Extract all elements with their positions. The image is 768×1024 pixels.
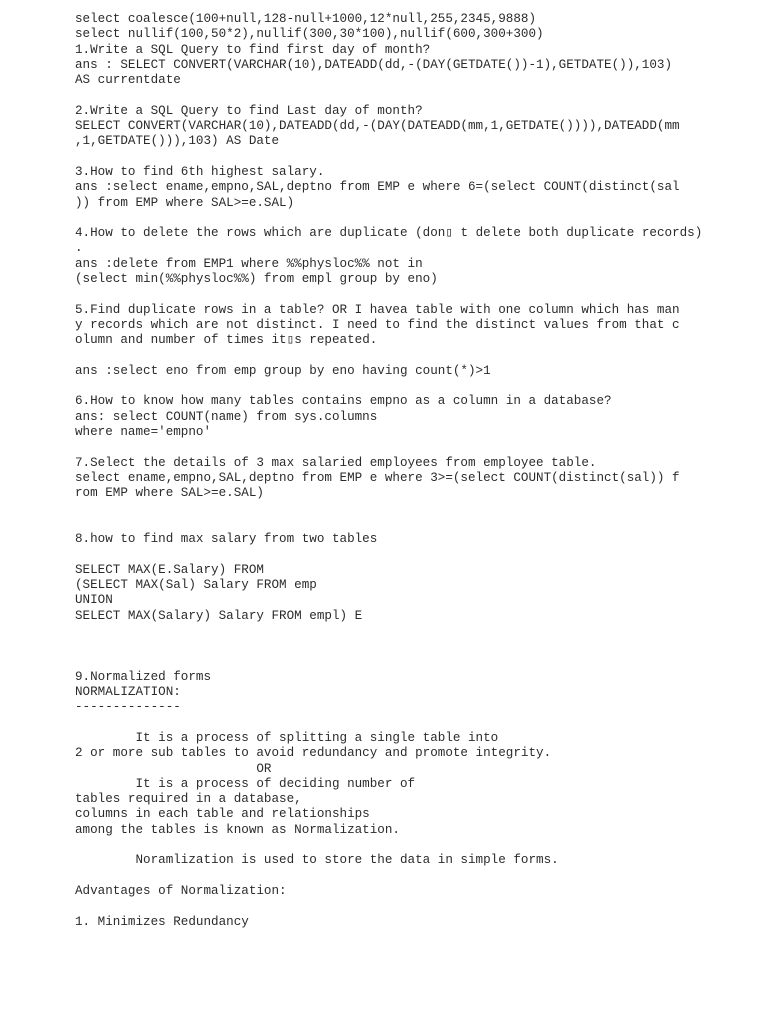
text-line: (SELECT MAX(Sal) Salary FROM emp: [75, 577, 317, 592]
text-line: [75, 440, 755, 455]
text-line: It is a process of splitting a single table into: [75, 730, 499, 745]
text-line: [75, 899, 755, 914]
text-line: AS currentdate: [75, 73, 181, 88]
text-line: 9.Normalized forms: [75, 669, 212, 684]
text-line: .: [75, 241, 83, 256]
text-line: select nullif(100,50*2),nullif(300,30*100),nullif(600,300+300): [75, 27, 544, 42]
text-line: Noramlization is used to store the data in simple forms.: [75, 853, 559, 868]
text-line: select coalesce(100+null,128-null+1000,12*null,255,2345,9888): [75, 12, 537, 26]
text-line: UNION: [75, 593, 113, 608]
text-line: [75, 349, 755, 364]
text-line: 2.Write a SQL Query to find Last day of month?: [75, 103, 423, 118]
text-line: Advantages of Normalization:: [75, 883, 287, 898]
text-line: [75, 869, 755, 884]
text-line: OR: [75, 761, 272, 776]
text-line: tables required in a database,: [75, 792, 302, 807]
text-line: 4.How to delete the rows which are duplicate (don▯ t delete both duplicate records): [75, 226, 703, 241]
text-line: ans :select ename,empno,SAL,deptno from EMP e where 6=(select COUNT(distinct(sal: [75, 180, 680, 195]
text-line: where name='empno': [75, 425, 212, 440]
text-line: [75, 502, 755, 517]
text-line: columns in each table and relationships: [75, 807, 370, 822]
text-line: [75, 624, 755, 639]
text-line: ans :delete from EMP1 where %%physloc%% not in: [75, 256, 423, 271]
text-line: 7.Select the details of 3 max salaried employees from employee table.: [75, 455, 597, 470]
text-line: [75, 287, 755, 302]
text-line: ,1,GETDATE())),103) AS Date: [75, 134, 280, 149]
text-line: 1.Write a SQL Query to find first day of month?: [75, 42, 431, 57]
text-line: ans: select COUNT(name) from sys.columns: [75, 409, 378, 424]
text-line: SELECT CONVERT(VARCHAR(10),DATEADD(dd,-(DAY(DATEADD(mm,1,GETDATE()))),DATEADD(mm: [75, 119, 680, 134]
text-line: [75, 88, 755, 103]
text-line: [75, 639, 755, 654]
text-line: [75, 211, 755, 226]
text-line: [75, 838, 755, 853]
text-line: [75, 547, 755, 562]
text-line: [75, 379, 755, 394]
text-line: select ename,empno,SAL,deptno from EMP e where 3>=(select COUNT(distinct(sal)) f: [75, 470, 680, 485]
text-line: ans : SELECT CONVERT(VARCHAR(10),DATEADD(dd,-(DAY(GETDATE())-1),GETDATE()),103): [75, 57, 673, 72]
text-line: SELECT MAX(Salary) Salary FROM empl) E: [75, 608, 363, 623]
text-line: 6.How to know how many tables contains empno as a column in a database?: [75, 394, 612, 409]
text-line: rom EMP where SAL>=e.SAL): [75, 486, 264, 501]
text-line: 5.Find duplicate rows in a table? OR I havea table with one column which has man: [75, 302, 680, 317]
text-line: [75, 654, 755, 669]
text-line: 3.How to find 6th highest salary.: [75, 164, 325, 179]
text-line: ans :select eno from emp group by eno having count(*)>1: [75, 363, 491, 378]
text-line: --------------: [75, 700, 181, 715]
text-line: (select min(%%physloc%%) from empl group by eno): [75, 272, 438, 287]
text-line: [75, 150, 755, 165]
text-line: among the tables is known as Normalization.: [75, 822, 400, 837]
text-line: 2 or more sub tables to avoid redundancy and promote integrity.: [75, 746, 552, 761]
text-line: 8.how to find max salary from two tables: [75, 532, 378, 547]
text-line: [75, 517, 755, 532]
text-line: NORMALIZATION:: [75, 685, 181, 700]
text-line: It is a process of deciding number of: [75, 776, 416, 791]
text-line: olumn and number of times it▯s repeated.: [75, 333, 378, 348]
text-line: y records which are not distinct. I need to find the distinct values from that c: [75, 317, 680, 332]
text-line: )) from EMP where SAL>=e.SAL): [75, 195, 295, 210]
text-line: [75, 716, 755, 731]
text-line: SELECT MAX(E.Salary) FROM: [75, 562, 264, 577]
document-text: [75, 12, 755, 930]
text-line: 1. Minimizes Redundancy: [75, 914, 249, 929]
